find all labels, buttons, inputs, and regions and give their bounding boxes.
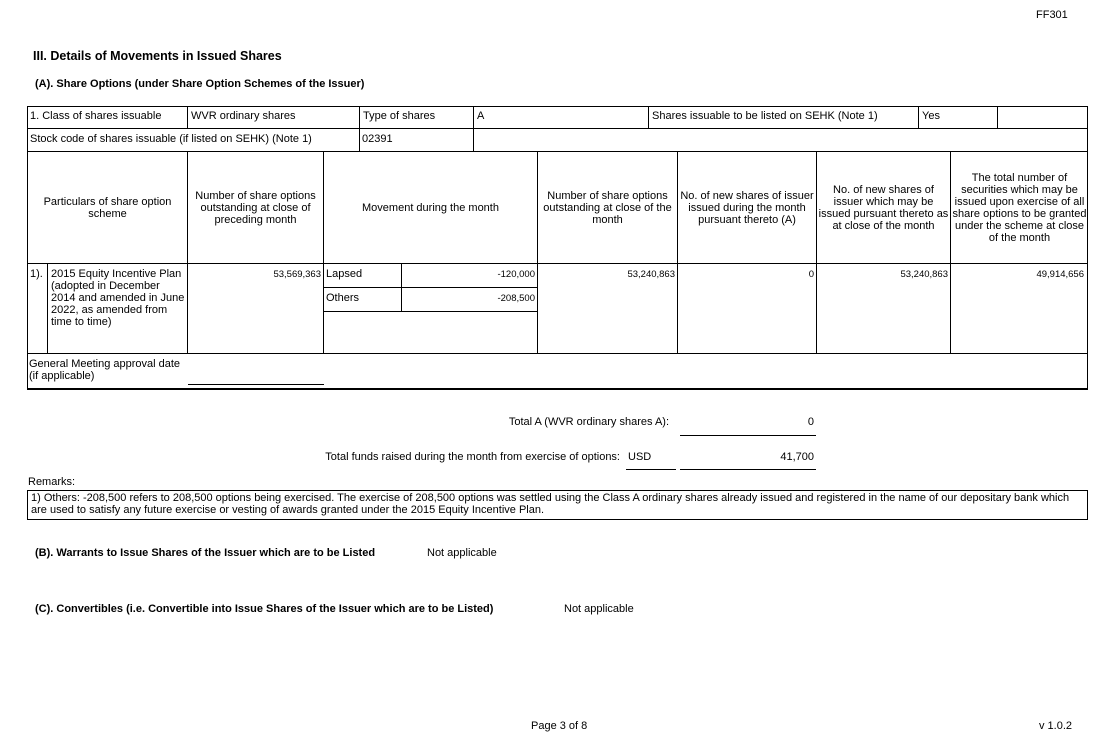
remarks-label: Remarks:	[28, 476, 76, 488]
total-a-label: Total A (WVR ordinary shares A):	[508, 416, 669, 428]
remarks-text: 1) Others: -208,500 refers to 208,500 options being exercised. The exercise of 208,500 options was settled using the Class A ordinary shares already issued and registered in the name of our depositary bank which are used to satisfy any future exercise or vesting of awards granted under the 2015 Equity Incentive Plan.	[27, 490, 1088, 520]
class-label: 1. Class of shares issuable	[30, 110, 162, 122]
section-a-title: (A). Share Options (under Share Option Schemes of the Issuer)	[35, 78, 365, 90]
funds-label: Total funds raised during the month from exercise of options:	[325, 451, 620, 463]
header-movement: Movement during the month	[362, 201, 499, 214]
new-shares-issued-value: 0	[808, 269, 814, 280]
header-particulars: Particulars of share option scheme	[43, 195, 172, 220]
scheme-name: 2015 Equity Incentive Plan (adopted in December 2014 and amended in June 2022, as amended from time to time)	[51, 268, 185, 328]
movement-others-value: -208,500	[497, 293, 535, 304]
funds-currency: USD	[628, 451, 652, 463]
movement-others-label: Others	[326, 292, 360, 304]
page-number: Page 3 of 8	[531, 720, 588, 732]
outstanding-close-value: 53,240,863	[627, 269, 675, 280]
version: v 1.0.2	[1039, 720, 1073, 732]
movement-lapsed-value: -120,000	[497, 269, 535, 280]
form-code: FF301	[1036, 9, 1068, 21]
type-label: Type of shares	[363, 110, 436, 122]
stock-code-value: 02391	[362, 133, 393, 145]
header-total-securities: The total number of securities which may be issued upon exercise of all share options to be granted under the scheme at close of the month	[952, 171, 1087, 244]
section-b-title: (B). Warrants to Issue Shares of the Issuer which are to be Listed	[35, 547, 376, 559]
funds-value: 41,700	[780, 451, 814, 463]
listed-value: Yes	[922, 110, 940, 122]
gm-approval-label: General Meeting approval date (if applicable)	[29, 358, 181, 382]
listed-label: Shares issuable to be listed on SEHK (Note 1)	[652, 110, 878, 122]
movement-lapsed-label: Lapsed	[326, 268, 363, 280]
header-new-shares-issued: No. of new shares of issuer issued during the month pursuant thereto (A)	[680, 189, 814, 226]
header-outstanding-close: Number of share options outstanding at close of the month	[543, 189, 672, 226]
total-a-value: 0	[807, 416, 814, 428]
type-value: A	[477, 110, 485, 122]
section-c-title: (C). Convertibles (i.e. Convertible into Issue Shares of the Issuer which are to be Listed)	[35, 603, 494, 615]
section-c-value: Not applicable	[564, 603, 634, 615]
new-shares-may-issue-value: 53,240,863	[900, 269, 948, 280]
section-b-value: Not applicable	[427, 547, 497, 559]
class-value: WVR ordinary shares	[191, 110, 296, 122]
total-securities-value: 49,914,656	[1036, 269, 1084, 280]
outstanding-preceding-value: 53,569,363	[273, 269, 321, 280]
stock-code-label: Stock code of shares issuable (if listed on SEHK) (Note 1)	[30, 133, 312, 145]
row-index: 1).	[30, 268, 43, 280]
header-outstanding-preceding: Number of share options outstanding at close of preceding month	[195, 189, 316, 226]
section-title: III. Details of Movements in Issued Shares	[33, 49, 282, 63]
header-new-shares-may-issue: No. of new shares of issuer which may be issued pursuant thereto as at close of the month	[818, 183, 949, 232]
